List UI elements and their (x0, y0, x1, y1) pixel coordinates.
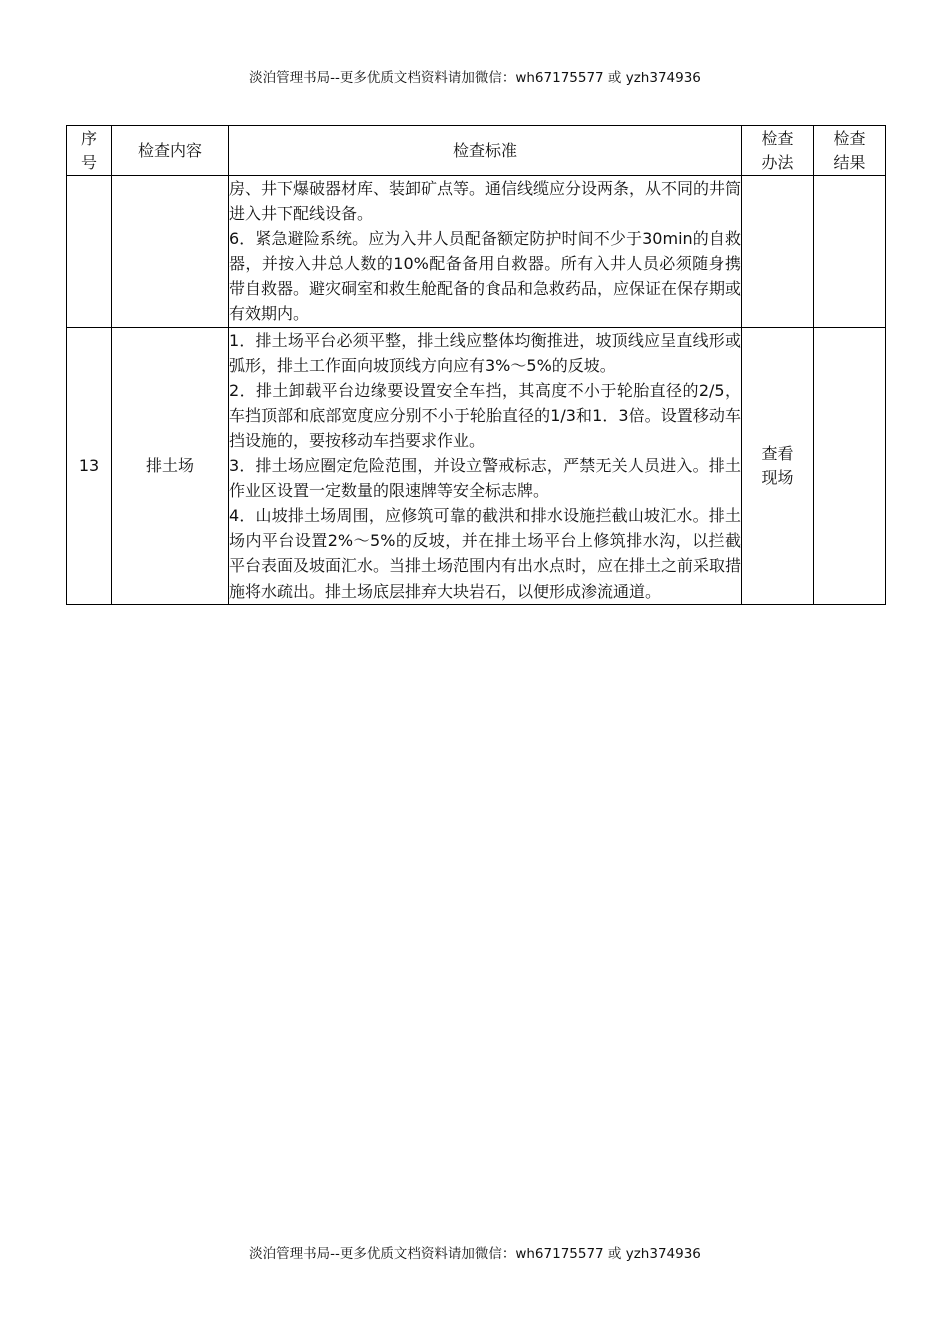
standard-paragraph: 1．排土场平台必须平整，排土线应整体均衡推进，坡顶线应呈直线形或弧形，排土工作面向坡顶线方向应有3%～5%的反坡。 (229, 330, 741, 375)
standard-paragraph: 房、井下爆破器材库、装卸矿点等。通信线缆应分设两条，从不同的井筒进入井下配线设备。 (229, 179, 742, 224)
header-result-line1: 检查 (833, 128, 866, 148)
header-result (814, 126, 886, 176)
row-no (67, 176, 112, 328)
row-standard (229, 176, 742, 328)
row-no: 13 (67, 327, 112, 604)
row-result (814, 176, 886, 328)
page-header: 淡泊管理书局--更多优质文档资料请加微信：wh67175577 或 yzh374936 (249, 70, 701, 86)
header-standard: 检查标准 (229, 126, 742, 176)
row-method-line2: 现场 (761, 467, 794, 487)
header-result-line2: 结果 (833, 152, 866, 172)
header-method-line1: 检查 (761, 128, 794, 148)
row-method (742, 327, 814, 604)
header-method-line2: 办法 (761, 152, 794, 172)
row-content (112, 176, 229, 328)
row-content: 排土场 (112, 327, 229, 604)
header-method (742, 126, 814, 176)
row-result (814, 327, 886, 604)
standard-paragraph: 6．紧急避险系统。应为入井人员配备额定防护时间不少于30min的自救器，并按入井总人数的10%配备备用自救器。所有入井人员必须随身携带自救器。避灾硐室和救生舱配备的食品和急救药品，应保证在保存期或有效期内。 (229, 229, 742, 324)
header-no (67, 126, 112, 176)
page-footer: 淡泊管理书局--更多优质文档资料请加微信：wh67175577 或 yzh374936 (249, 1246, 701, 1262)
table-row (67, 176, 886, 328)
inspection-table (66, 125, 886, 605)
standard-paragraph: 2．排土卸载平台边缘要设置安全车挡，其高度不小于轮胎直径的2/5，车挡顶部和底部宽度应分别不小于轮胎直径的1/3和1．3倍。设置移动车挡设施的，要按移动车挡要求作业。 (229, 380, 741, 450)
row-standard (229, 327, 742, 604)
header-no-line1: 序 (80, 128, 97, 148)
table-row (67, 327, 886, 604)
header-no-line2: 号 (80, 152, 97, 172)
row-method (742, 176, 814, 328)
header-content: 检查内容 (112, 126, 229, 176)
row-method-line1: 查看 (761, 443, 794, 463)
standard-paragraph: 3．排土场应圈定危险范围，并设立警戒标志，严禁无关人员进入。排土作业区设置一定数量的限速牌等安全标志牌。 (229, 456, 741, 501)
standard-paragraph: 4．山坡排土场周围，应修筑可靠的截洪和排水设施拦截山坡汇水。排土场内平台设置2%～5%的反坡，并在排土场平台上修筑排水沟，以拦截平台表面及坡面汇水。当排土场范围内有出水点时，应在排土之前采取措施将水疏出。排土场底层排弃大块岩石，以便形成渗流通道。 (229, 506, 742, 601)
table-header-row (67, 126, 886, 176)
